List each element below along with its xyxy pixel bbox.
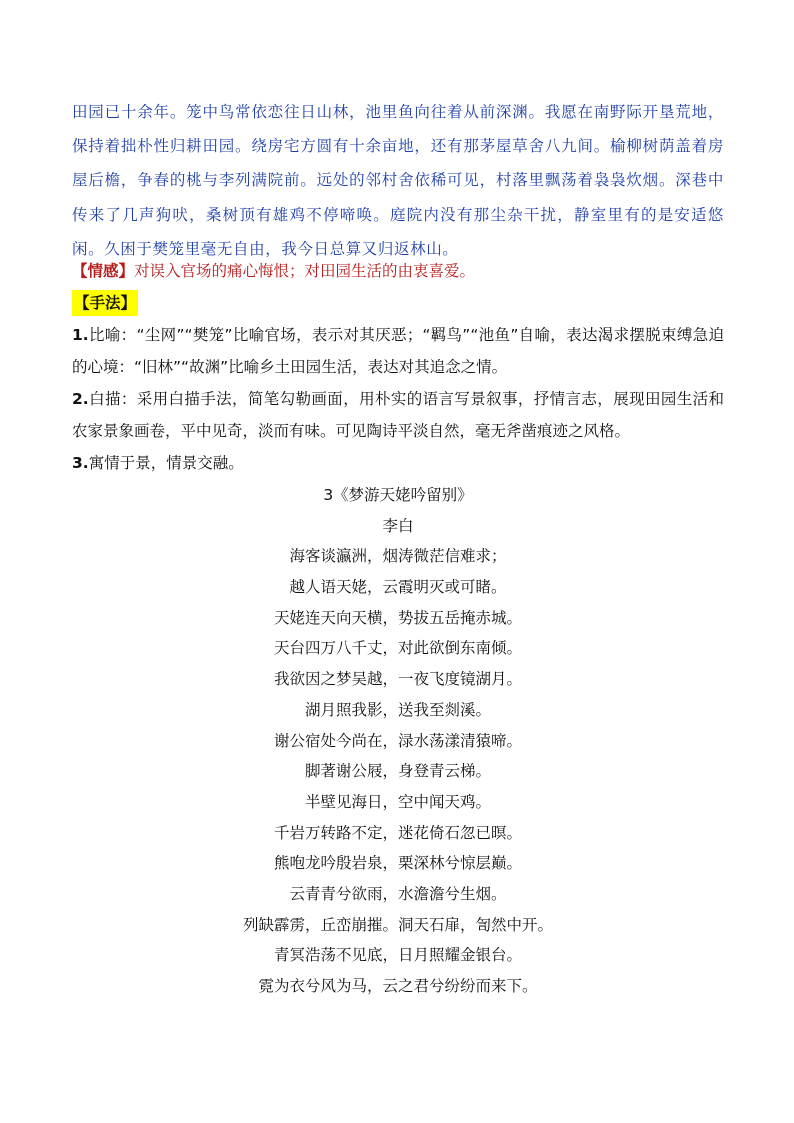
emotion-line <box>72 258 724 284</box>
poem-line: 谢公宿处今尚在，渌水荡漾清猿啼。 <box>273 731 522 750</box>
poem-line: 千岩万转路不定，迷花倚石忽已暝。 <box>273 823 522 842</box>
technique-item <box>72 447 724 479</box>
technique-text: 寓情于景，情景交融。 <box>88 454 244 472</box>
technique-item <box>72 319 724 383</box>
poem-line: 云青青兮欲雨，水澹澹兮生烟。 <box>289 884 507 903</box>
poem-line: 天台四万八千丈，对此欲倒东南倾。 <box>273 639 522 658</box>
poem-line: 青冥浩荡不见底，日月照耀金银台。 <box>273 946 522 965</box>
poem-line: 霓为衣兮风为马，云之君兮纷纷而来下。 <box>258 977 538 995</box>
technique-number: 1. <box>72 326 89 344</box>
technique-item <box>72 383 724 447</box>
translation-paragraph: 田园已十余年。笼中鸟常依恋往日山林，池里鱼向往着从前深渊。我愿在南野际开垦荒地，保持着拙朴性归耕田园。绕房宅方圆有十余亩地，还有那茅屋草舍八九间。榆柳树荫盖着房屋后檐，争春的桃与李列满院前。远处的邻村舍依稀可见，村落里飘荡着袅袅炊烟。深巷中传来了几声狗吠，桑树顶有雄鸡不停啼唤。庭院内没有那尘杂干扰，静室里有的是安适悠闲。久困于樊笼里毫无自由，我今日总算又归返林山。 <box>72 103 724 258</box>
poem-line: 半壁见海日，空中闻天鸡。 <box>304 792 491 811</box>
poem-line: 熊咆龙吟殷岩泉，栗深林兮惊层巅。 <box>273 854 522 873</box>
poem-line: 我欲因之梦吴越，一夜飞度镜湖月。 <box>273 670 522 689</box>
poem-block <box>72 480 724 1002</box>
technique-text: 比喻：“尘网”“樊笼”比喻官场，表示对其厌恶；“羁鸟”“池鱼”自喻，表达渴求摆脱束缚急迫的心境：“旧林”“故渊”比喻乡土田园生活，表达对其追念之情。 <box>72 326 724 376</box>
poem-title: 3《梦游天姥吟留别》 <box>323 486 473 504</box>
emotion-tag: 【情感】 <box>72 262 135 280</box>
technique-text: 白描：采用白描手法，简笔勾勒画面，用朴实的语言写景叙事，抒情言志，展现田园生活和农家景象画卷，平中见奇，淡而有味。可见陶诗平淡自然，毫无斧凿痕迹之风格。 <box>72 390 724 440</box>
poem-line: 越人语天姥，云霞明灭或可睹。 <box>289 578 507 597</box>
poem-line: 湖月照我影，送我至剡溪。 <box>304 700 491 719</box>
emotion-text: 对误入官场的痛心悔恨；对田园生活的由衷喜爱。 <box>134 262 476 280</box>
poem-author: 李白 <box>382 516 414 535</box>
poem-line: 海客谈瀛洲，烟涛微茫信难求； <box>289 547 507 566</box>
technique-number: 2. <box>72 390 89 408</box>
poem-line: 脚著谢公屐，身登青云梯。 <box>304 762 491 781</box>
poem-line: 天姥连天向天横，势拔五岳掩赤城。 <box>273 608 522 627</box>
technique-number: 3. <box>72 454 89 472</box>
technique-heading: 【手法】 <box>72 290 138 316</box>
poem-line: 列缺霹雳，丘峦崩摧。洞天石扉，訇然中开。 <box>242 915 553 934</box>
